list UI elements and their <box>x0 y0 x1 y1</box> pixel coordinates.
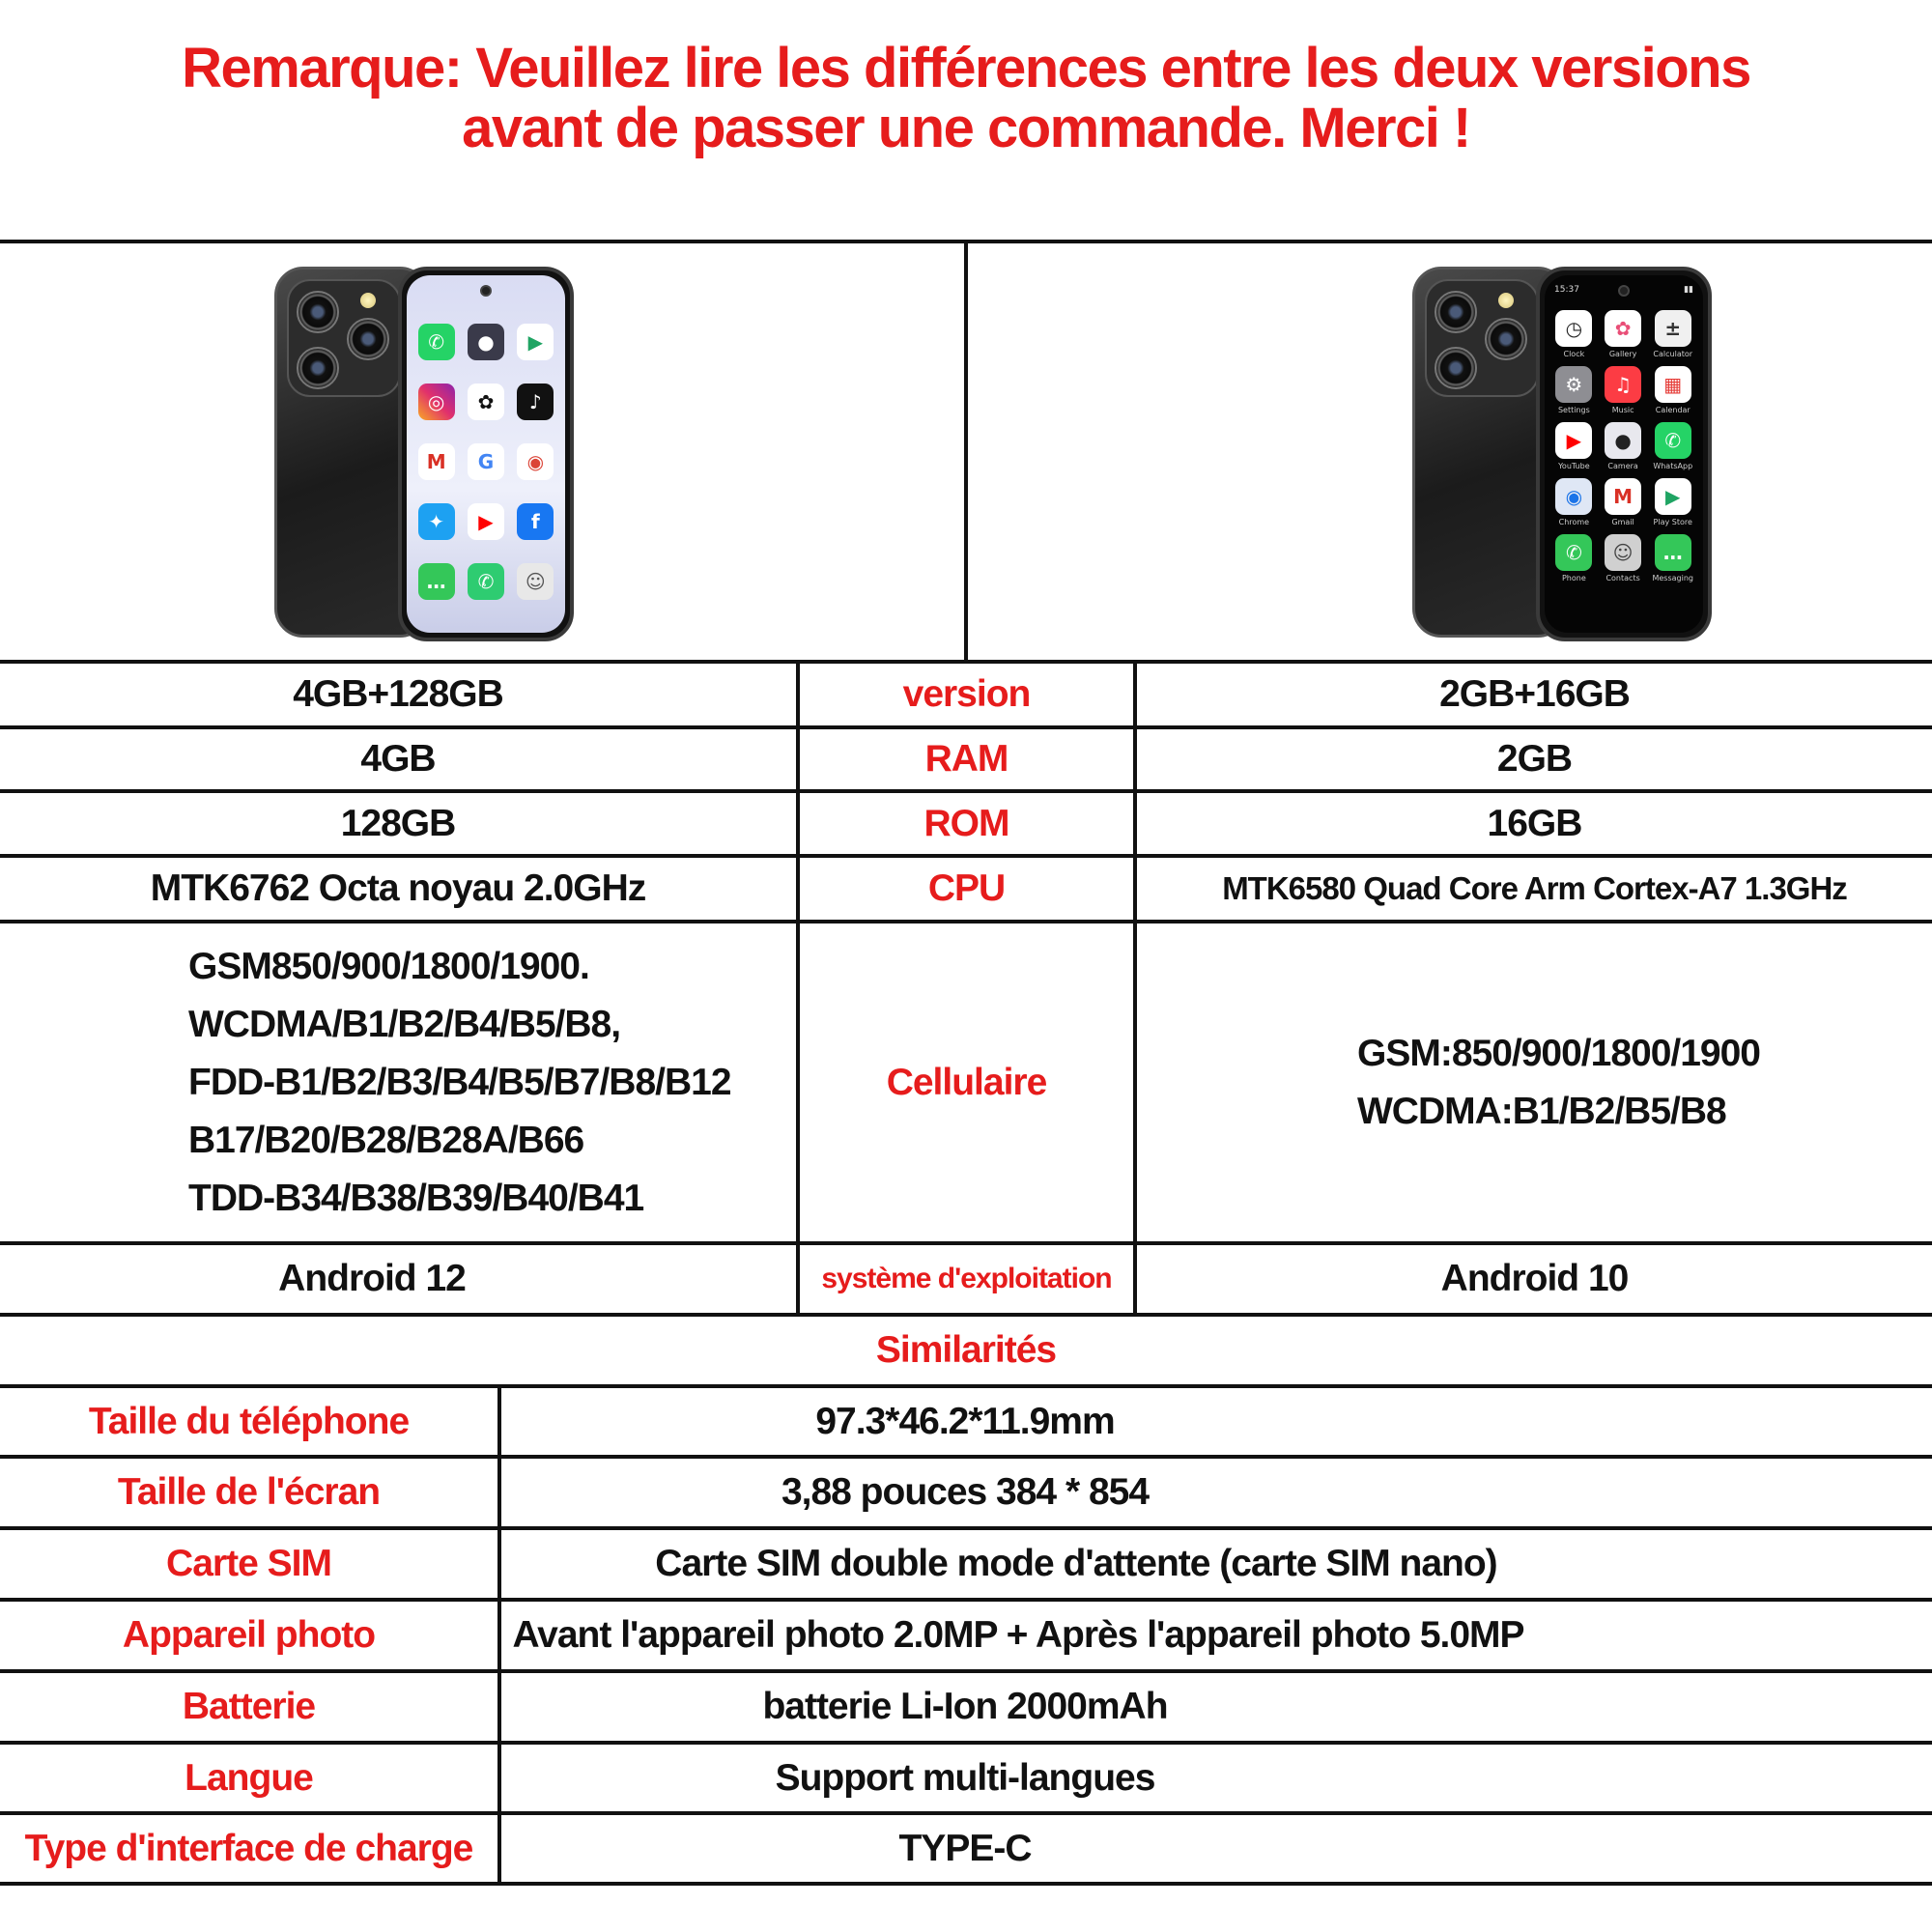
notice-line-1: Remarque: Veuillez lire les différences entre les deux versions <box>182 37 1750 99</box>
cellular-a-line: FDD-B1/B2/B3/B4/B5/B7/B8/B12 <box>188 1061 731 1103</box>
google-icon: G <box>468 443 504 480</box>
app-contacts: ☺ Contacts <box>1604 534 1643 582</box>
tiktok-icon: ♪ <box>517 384 554 420</box>
os-a-value: Android 12 <box>278 1258 466 1299</box>
app-settings: ⚙ Settings <box>1554 366 1594 414</box>
flash-icon <box>360 293 376 308</box>
twitter-icon: ✦ <box>418 503 455 540</box>
messages-icon: … <box>418 563 455 600</box>
sim-label-battery: Batterie <box>182 1686 316 1727</box>
image-row-divider <box>964 240 968 660</box>
gmail-icon: M <box>1605 478 1641 515</box>
front-camera-icon <box>1618 285 1630 297</box>
sim-value-sim-card: Carte SIM double mode d'attente (carte SIM nano) <box>655 1543 1497 1584</box>
chrome-icon: ◉ <box>517 443 554 480</box>
sim-value-language: Support multi-langues <box>775 1756 1155 1799</box>
row-label-cpu: CPU <box>927 867 1006 909</box>
chrome-icon: ◉ <box>1555 478 1592 515</box>
phone-icon: ✆ <box>468 563 504 600</box>
music-icon: ♫ <box>1605 366 1641 403</box>
phone-image-version-a <box>274 267 574 641</box>
app-calendar: ▦ Calendar <box>1652 366 1693 414</box>
app-camera: ● Camera <box>1604 422 1643 470</box>
camera-lens-icon <box>297 291 339 333</box>
sim-value-camera: Avant l'appareil photo 2.0MP + Après l'appareil photo 5.0MP <box>512 1614 1524 1656</box>
row-label-rom: ROM <box>923 802 1009 844</box>
camera-lens-icon <box>347 318 389 360</box>
cellular-a-line: TDD-B34/B38/B39/B40/B41 <box>188 1177 644 1219</box>
ram-a-value: 4GB <box>360 738 436 780</box>
contacts-icon: ☺ <box>517 563 554 600</box>
rom-a-value: 128GB <box>340 802 456 844</box>
app-calculator: ± Calculator <box>1652 310 1693 358</box>
calendar-icon: ▦ <box>1655 366 1691 403</box>
gmail-icon: M <box>418 443 455 480</box>
sim-value-charging-port: TYPE-C <box>898 1827 1032 1869</box>
chatgpt-icon: ✿ <box>468 384 504 420</box>
front-camera-icon <box>480 285 492 297</box>
camera-module <box>1425 279 1539 397</box>
phone-screen <box>1545 275 1703 633</box>
whatsapp-icon: ✆ <box>1655 422 1691 459</box>
camera-lens-icon <box>1435 291 1477 333</box>
phone-front <box>398 267 574 641</box>
camera-lens-icon <box>1485 318 1527 360</box>
order-notice <box>0 39 1932 158</box>
app-chrome: ◉ Chrome <box>1554 478 1594 526</box>
app-music: ♫ Music <box>1604 366 1643 414</box>
gallery-icon: ✿ <box>1605 310 1641 347</box>
table-bottom-border <box>0 1882 1932 1886</box>
cpu-a-value: MTK6762 Octa noyau 2.0GHz <box>150 867 646 909</box>
row-label-version: version <box>902 673 1031 715</box>
version-a-value: 4GB+128GB <box>293 673 503 715</box>
instagram-icon: ◎ <box>418 384 455 420</box>
settings-icon: ⚙ <box>1555 366 1592 403</box>
cellular-a-line: WCDMA/B1/B2/B4/B5/B8, <box>188 1003 621 1045</box>
phone-screen <box>407 275 565 633</box>
row-label-ram: RAM <box>924 738 1009 780</box>
notice-line-2: avant de passer une commande. Merci ! <box>462 97 1470 159</box>
similarities-title: Similarités <box>875 1329 1057 1371</box>
row-label-os: système d'exploitation <box>821 1263 1112 1294</box>
phone-front <box>1536 267 1712 641</box>
os-b-value: Android 10 <box>1440 1258 1629 1299</box>
cellular-a-value <box>188 923 796 1241</box>
sim-value-phone-size: 97.3*46.2*11.9mm <box>815 1400 1115 1442</box>
calculator-icon: ± <box>1655 310 1691 347</box>
camera-icon: ● <box>468 324 504 360</box>
app-messaging: … Messaging <box>1652 534 1693 582</box>
cellular-b-line: GSM:850/900/1800/1900 <box>1357 1032 1760 1074</box>
camera-lens-icon <box>1435 347 1477 389</box>
rom-b-value: 16GB <box>1487 802 1582 844</box>
app-play-store: ▶ Play Store <box>1652 478 1693 526</box>
app-phone: ✆ Phone <box>1554 534 1594 582</box>
sim-label-charging-port: Type d'interface de charge <box>24 1827 473 1869</box>
camera-icon: ● <box>1605 422 1641 459</box>
app-gallery: ✿ Gallery <box>1604 310 1643 358</box>
cellular-b-line: WCDMA:B1/B2/B5/B8 <box>1357 1090 1726 1132</box>
cellular-a-line: B17/B20/B28/B28A/B66 <box>188 1119 584 1161</box>
youtube-icon: ▶ <box>1555 422 1592 459</box>
sim-label-phone-size: Taille du téléphone <box>88 1400 410 1442</box>
ram-b-value: 2GB <box>1496 738 1573 780</box>
whatsapp-icon: ✆ <box>418 324 455 360</box>
play-store-icon: ▶ <box>517 324 554 360</box>
facebook-icon: f <box>517 503 554 540</box>
cellular-a-line: GSM850/900/1800/1900. <box>188 945 589 987</box>
play-store-icon: ▶ <box>1655 478 1691 515</box>
version-b-value: 2GB+16GB <box>1439 673 1630 715</box>
youtube-icon: ▶ <box>468 503 504 540</box>
row-label-cellular: Cellulaire <box>886 1061 1047 1103</box>
camera-module <box>287 279 401 397</box>
sim-label-sim-card: Carte SIM <box>166 1543 331 1584</box>
sim-value-battery: batterie Li-Ion 2000mAh <box>762 1686 1168 1727</box>
status-time: 15:37 <box>1554 285 1579 295</box>
flash-icon <box>1498 293 1514 308</box>
app-youtube: ▶ YouTube <box>1554 422 1594 470</box>
app-clock: ◷ Clock <box>1554 310 1594 358</box>
phone-image-version-b <box>1412 267 1712 641</box>
sim-label-screen-size: Taille de l'écran <box>117 1471 381 1513</box>
app-whatsapp: ✆ WhatsApp <box>1652 422 1693 470</box>
signal-icon: ▮▮ <box>1684 285 1693 295</box>
clock-icon: ◷ <box>1555 310 1592 347</box>
cellular-b-value <box>1357 923 1932 1241</box>
phone-icon: ✆ <box>1555 534 1592 571</box>
sim-label-language: Langue <box>185 1756 313 1799</box>
cpu-b-value: MTK6580 Quad Core Arm Cortex-A7 1.3GHz <box>1222 870 1847 906</box>
contacts-icon: ☺ <box>1605 534 1641 571</box>
camera-lens-icon <box>297 347 339 389</box>
sim-value-screen-size: 3,88 pouces 384 * 854 <box>781 1471 1150 1513</box>
app-gmail: M Gmail <box>1604 478 1643 526</box>
messaging-icon: … <box>1655 534 1691 571</box>
sim-label-camera: Appareil photo <box>122 1614 376 1656</box>
